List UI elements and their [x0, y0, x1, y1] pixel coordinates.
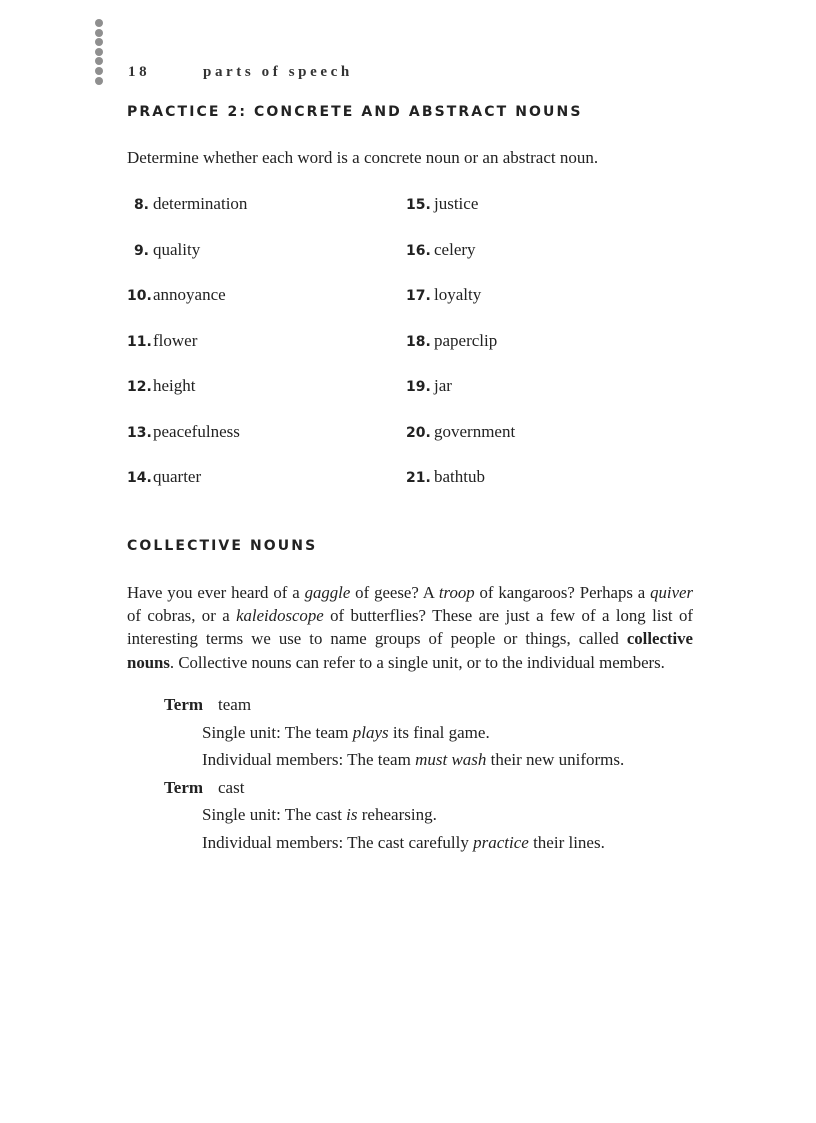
para-text: . Collective nouns can refer to a single unit, or to the individual members. — [169, 652, 665, 672]
para-text: Have you ever heard of a — [127, 583, 305, 602]
term-example — [202, 723, 490, 743]
item-word: celery — [434, 239, 476, 259]
list-item — [406, 194, 478, 214]
item-number: 15. — [406, 197, 431, 213]
item-word: quality — [153, 239, 201, 259]
item-number: 10. — [127, 288, 152, 304]
dot — [95, 29, 103, 37]
page-number: 18 — [128, 64, 151, 80]
example-verb: must wash — [415, 750, 487, 769]
term-label: Term — [164, 695, 204, 714]
collective-paragraph — [127, 581, 693, 674]
example-verb: plays — [352, 722, 389, 742]
item-number: 17. — [406, 288, 431, 304]
example-text: rehearsing. — [357, 805, 437, 824]
list-item — [406, 285, 481, 305]
decorative-dots — [95, 19, 107, 86]
list-item — [127, 467, 201, 487]
practice-instructions: Determine whether each word is a concrete noun or an abstract noun. — [127, 148, 599, 167]
item-word: bathtub — [434, 467, 485, 486]
item-number: 18. — [406, 333, 431, 350]
item-word: peacefulness — [153, 421, 240, 441]
example-verb: practice — [473, 832, 529, 852]
para-italic: quiver — [650, 583, 694, 602]
item-number: 21. — [406, 470, 431, 486]
item-number: 11. — [127, 333, 152, 350]
example-text: Single unit: The cast — [202, 805, 347, 824]
list-item — [406, 331, 497, 351]
list-item — [406, 376, 452, 396]
item-word: government — [434, 421, 516, 441]
para-italic: gaggle — [304, 583, 351, 602]
section-title: parts of speech — [203, 64, 353, 80]
term-example — [202, 805, 437, 825]
para-text: of butterflies? These are just a few of a long list of interesting terms we use to name groups of people or things, called — [127, 606, 693, 649]
term-example — [202, 750, 624, 770]
dot — [95, 77, 103, 85]
item-word: justice — [434, 194, 479, 213]
list-item — [127, 240, 200, 260]
dot — [95, 57, 103, 65]
item-word: loyalty — [434, 285, 482, 304]
para-italic: troop — [438, 583, 475, 602]
term-row — [164, 778, 244, 798]
example-text: Single unit: The team — [202, 722, 353, 742]
practice-heading: PRACTICE 2: CONCRETE AND ABSTRACT NOUNS — [127, 104, 583, 120]
term-example — [202, 833, 605, 853]
item-word: height — [153, 376, 196, 395]
example-verb: is — [346, 805, 358, 824]
dot — [95, 38, 103, 46]
para-text: of cobras, or a — [127, 606, 237, 626]
term-row — [164, 695, 251, 715]
example-text: its final game. — [388, 722, 490, 742]
dot — [95, 67, 103, 75]
para-italic: kaleidoscope — [236, 606, 324, 626]
dot — [95, 19, 103, 27]
list-item — [127, 376, 196, 396]
item-word: paperclip — [434, 330, 498, 350]
item-number: 20. — [406, 424, 431, 441]
item-number: 16. — [406, 242, 431, 259]
item-word: annoyance — [153, 285, 226, 304]
example-text: their lines. — [528, 832, 605, 852]
term-word: cast — [218, 777, 245, 797]
list-item — [406, 422, 515, 442]
list-item — [127, 331, 197, 351]
item-number: 14. — [127, 470, 152, 486]
para-text: of kangaroos? Perhaps a — [474, 583, 651, 602]
collective-heading: COLLECTIVE NOUNS — [127, 538, 318, 554]
para-text: of geese? A — [350, 583, 439, 602]
example-text: Individual members: The team — [202, 750, 416, 769]
list-item — [127, 194, 247, 214]
example-text: their new uniforms. — [486, 750, 625, 769]
item-number: 8. — [133, 197, 149, 213]
item-word: flower — [153, 330, 198, 350]
list-item — [127, 422, 240, 442]
item-number: 19. — [406, 379, 431, 395]
para-bold: collective nouns — [127, 629, 693, 672]
item-word: quarter — [153, 467, 202, 486]
item-word: jar — [434, 376, 452, 395]
dot — [95, 48, 103, 56]
running-header — [128, 64, 353, 81]
list-item — [406, 240, 476, 260]
example-text: Individual members: The cast carefully — [202, 832, 474, 852]
item-number: 12. — [127, 379, 152, 395]
item-number: 9. — [133, 242, 149, 259]
term-label: Term — [164, 777, 204, 797]
item-number: 13. — [127, 424, 152, 441]
item-word: determination — [153, 194, 248, 213]
list-item — [127, 285, 226, 305]
term-word: team — [218, 695, 252, 714]
list-item — [406, 467, 485, 487]
